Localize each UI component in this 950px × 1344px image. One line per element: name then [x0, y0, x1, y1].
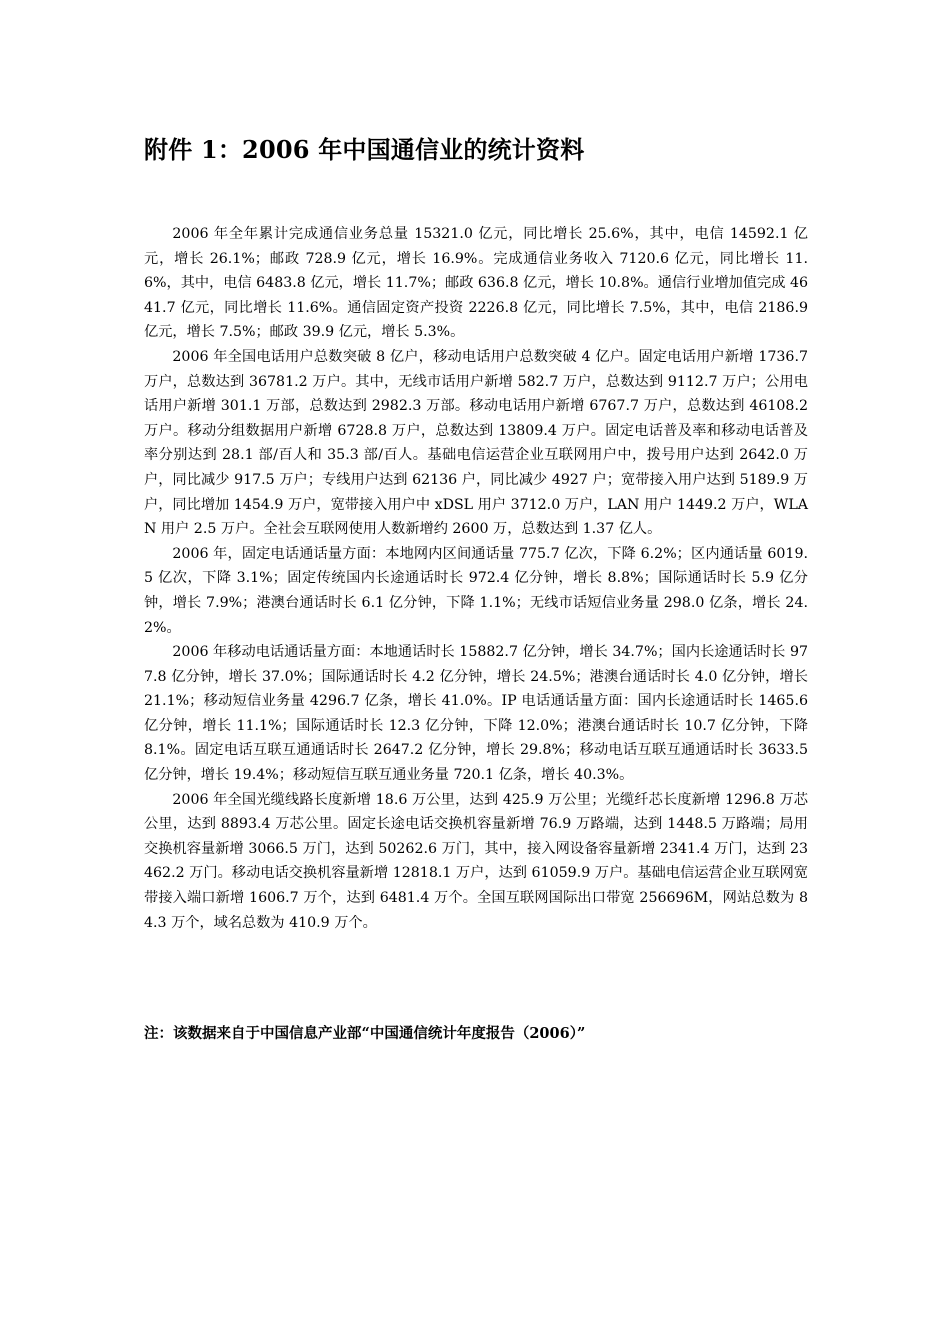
source-note: 注：该数据来自于中国信息产业部“中国通信统计年度报告（2006）” — [144, 1025, 586, 1042]
paragraph-telephone-users: 2006 年全国电话用户总数突破 8 亿户，移动电话用户总数突破 4 亿户。固定电话用户新增 1736.7 万户，总数达到 36781.2 万户。其中，无线市话用户新增 582.7 万户，总数达到 9112.7 万户；公用电话用户新增 301.1 万部，总数达到 2982.3 万部。移动电话用户新增 6767.7 万户，总数达到 46108.2 万户。移动分组数据用户新增 6728.8 万户，总数达到 13809.4 万户。固定电话普及率和移动电话普及率分别达到 28.1 部/百人和 35.3 部/百人。基础电信运营企业互联网用户中，拨号用户达到 2642.0 万户，同比减少 917.5 万户；专线用户达到 62136 户，同比减少 4927 户；宽带接入用户达到 5189.9 万户，同比增加 1454.9 万户，宽带接入用户中 xDSL 用户 3712.0 万户，LAN 用户 1449.2 万户，WLAN 用户 2.5 万户。全社会互联网使用人数新增约 2600 万，总数达到 1.37 亿人。 — [144, 348, 808, 538]
paragraph-fixed-call-volume: 2006 年，固定电话通话量方面：本地网内区间通话量 775.7 亿次，下降 6.2%；区内通话量 6019.5 亿次，下降 3.1%；固定传统国内长途通话时长 972.4 亿分钟，增长 8.8%；国际通话时长 5.9 亿分钟，增长 7.9%；港澳台通话时长 6.1 亿分钟，下降 1.1%；无线市话短信业务量 298.0 亿条，增长 24.2%。 — [144, 545, 808, 636]
paragraph-infrastructure: 2006 年全国光缆线路长度新增 18.6 万公里，达到 425.9 万公里；光缆纤芯长度新增 1296.8 万芯公里，达到 8893.4 万芯公里。固定长途电话交换机容量新增 76.9 万路端，达到 1448.5 万路端；局用交换机容量新增 3066.5 万门，达到 50262.6 万门，其中，接入网设备容量新增 2341.4 万门，达到 23462.2 万门。移动电话交换机容量新增 12818.1 万户，达到 61059.9 万户。基础电信运营企业互联网宽带接入端口新增 1606.7 万个，达到 6481.4 万个。全国互联网国际出口带宽 256696M，网站总数为 84.3 万个，域名总数为 410.9 万个。 — [144, 791, 808, 931]
document-body — [144, 222, 808, 935]
document-title: 附件 1：2006 年中国通信业的统计资料 — [144, 135, 585, 164]
paragraph-business-volume: 2006 年全年累计完成通信业务总量 15321.0 亿元，同比增长 25.6%，其中，电信 14592.1 亿元，增长 26.1%；邮政 728.9 亿元，增长 16.9%。完成通信业务收入 7120.6 亿元，同比增长 11.6%，其中，电信 6483.8 亿元，增长 11.7%；邮政 636.8 亿元，增长 10.8%。通信行业增加值完成 4641.7 亿元，同比增长 11.6%。通信固定资产投资 2226.8 亿元，同比增长 7.5%，其中，电信 2186.9 亿元，增长 7.5%；邮政 39.9 亿元，增长 5.3%。 — [144, 226, 808, 341]
paragraph-mobile-call-volume: 2006 年移动电话通话量方面：本地通话时长 15882.7 亿分钟，增长 34.7%；国内长途通话时长 977.8 亿分钟，增长 37.0%；国际通话时长 4.2 亿分钟，增长 24.5%；港澳台通话时长 4.0 亿分钟，增长 21.1%；移动短信业务量 4296.7 亿条，增长 41.0%。IP 电话通话量方面：国内长途通话时长 1465.6 亿分钟，增长 11.1%；国际通话时长 12.3 亿分钟，下降 12.0%；港澳台通话时长 10.7 亿分钟，下降 8.1%。固定电话互联互通通话时长 2647.2 亿分钟，增长 29.8%；移动电话互联互通通话时长 3633.5 亿分钟，增长 19.4%；移动短信互联互通业务量 720.1 亿条，增长 40.3%。 — [144, 644, 808, 784]
